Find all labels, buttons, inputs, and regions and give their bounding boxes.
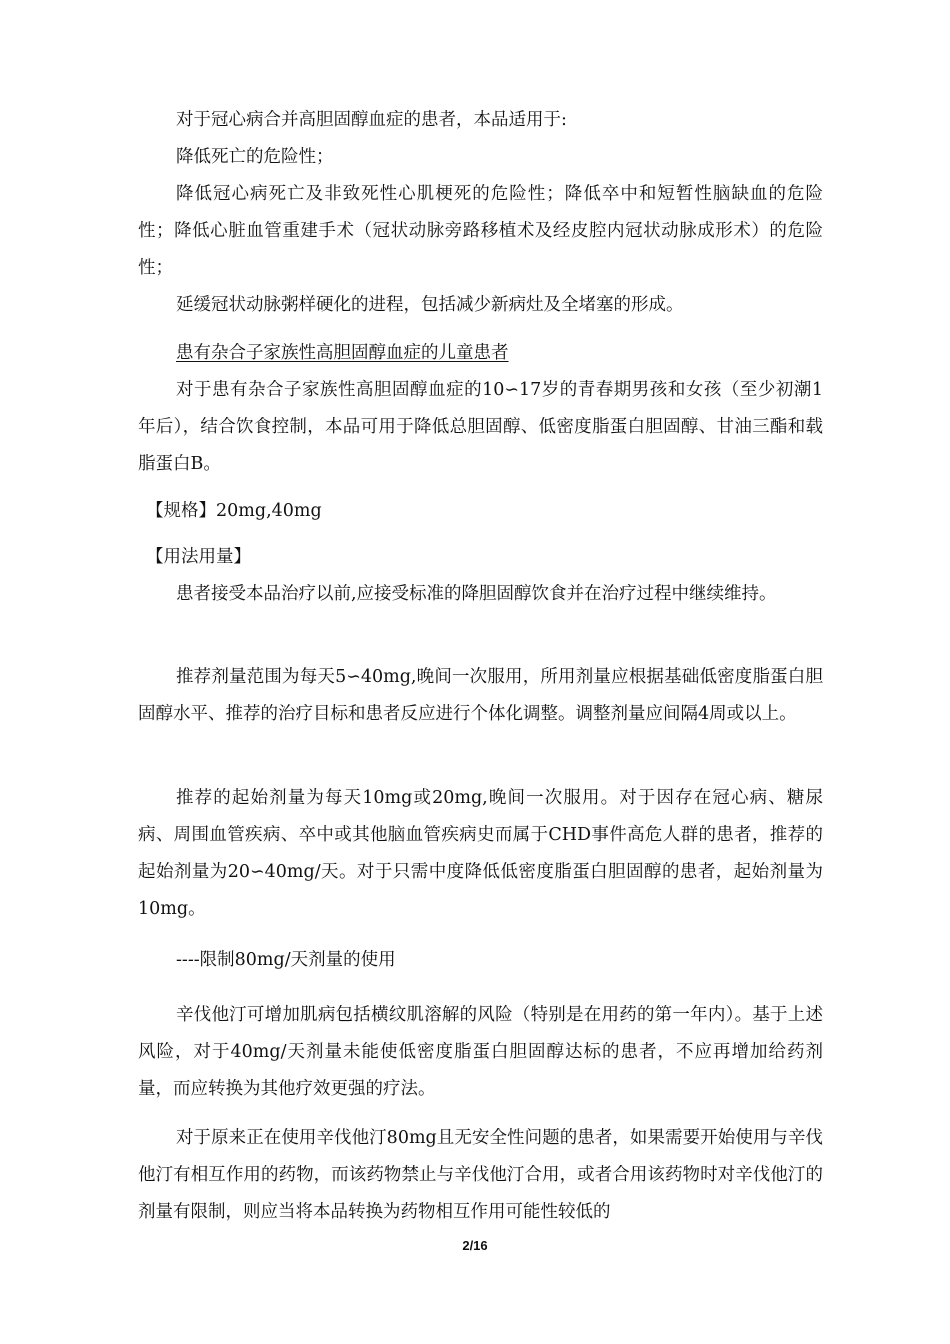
dosage-80mg-limit-heading: ----限制80mg/天剂量的使用 [176,950,396,970]
dosage-diet: 患者接受本品治疗以前,应接受标准的降胆固醇饮食并在治疗过程中继续维持。 [176,584,777,604]
specification-heading: 【规格】20mg,40mg [146,501,322,521]
dosage-starting: 推荐的起始剂量为每天10mg或20mg,晚间一次服用。对于因存在冠心病、糖尿病、周围血管疾病、卒中或其他脑血管疾病史而属于CHD事件高危人群的患者，推荐的起始剂量为20∽40mg/天。对于只需中度降低低密度脂蛋白胆固醇的患者，起始剂量为10mg。 [138,788,823,919]
indication-item-atherosclerosis: 延缓冠状动脉粥样硬化的进程，包括减少新病灶及全堵塞的形成。 [176,295,684,315]
dosage-heading: 【用法用量】 [146,547,251,567]
dosage-range: 推荐剂量范围为每天5∽40mg,晚间一次服用，所用剂量应根据基础低密度脂蛋白胆固醇水平、推荐的治疗目标和患者反应进行个体化调整。调整剂量应间隔4周或以上。 [138,667,823,724]
indication-item-cardiovascular: 降低冠心病死亡及非致死性心肌梗死的危险性；降低卒中和短暂性脑缺血的危险性；降低心脏血管重建手术（冠状动脉旁路移植术及经皮腔内冠状动脉成形术）的危险性； [138,184,823,278]
pediatric-heading: 患有杂合子家族性高胆固醇血症的儿童患者 [176,343,509,363]
indication-intro: 对于冠心病合并高胆固醇血症的患者，本品适用于: [176,110,567,130]
indication-item-mortality: 降低死亡的危险性； [176,147,334,167]
page-number: 2/16 [462,1238,488,1253]
dosage-80mg-switch: 对于原来正在使用辛伐他汀80mg且无安全性问题的患者，如果需要开始使用与辛伐他汀有相互作用的药物，而该药物禁止与辛伐他汀合用，或者合用该药物时对辛伐他汀的剂量有限制，则应当将本品转换为药物相互作用可能性较低的 [138,1128,823,1222]
pediatric-indication: 对于患有杂合子家族性高胆固醇血症的10∽17岁的青春期男孩和女孩（至少初潮1年后），结合饮食控制，本品可用于降低总胆固醇、低密度脂蛋白胆固醇、甘油三酯和载脂蛋白B。 [138,380,823,474]
dosage-80mg-risk: 辛伐他汀可增加肌病包括横纹肌溶解的风险（特别是在用药的第一年内）。基于上述风险，对于40mg/天剂量未能使低密度脂蛋白胆固醇达标的患者，不应再增加给药剂量，而应转换为其他疗效更强的疗法。 [138,1005,823,1099]
